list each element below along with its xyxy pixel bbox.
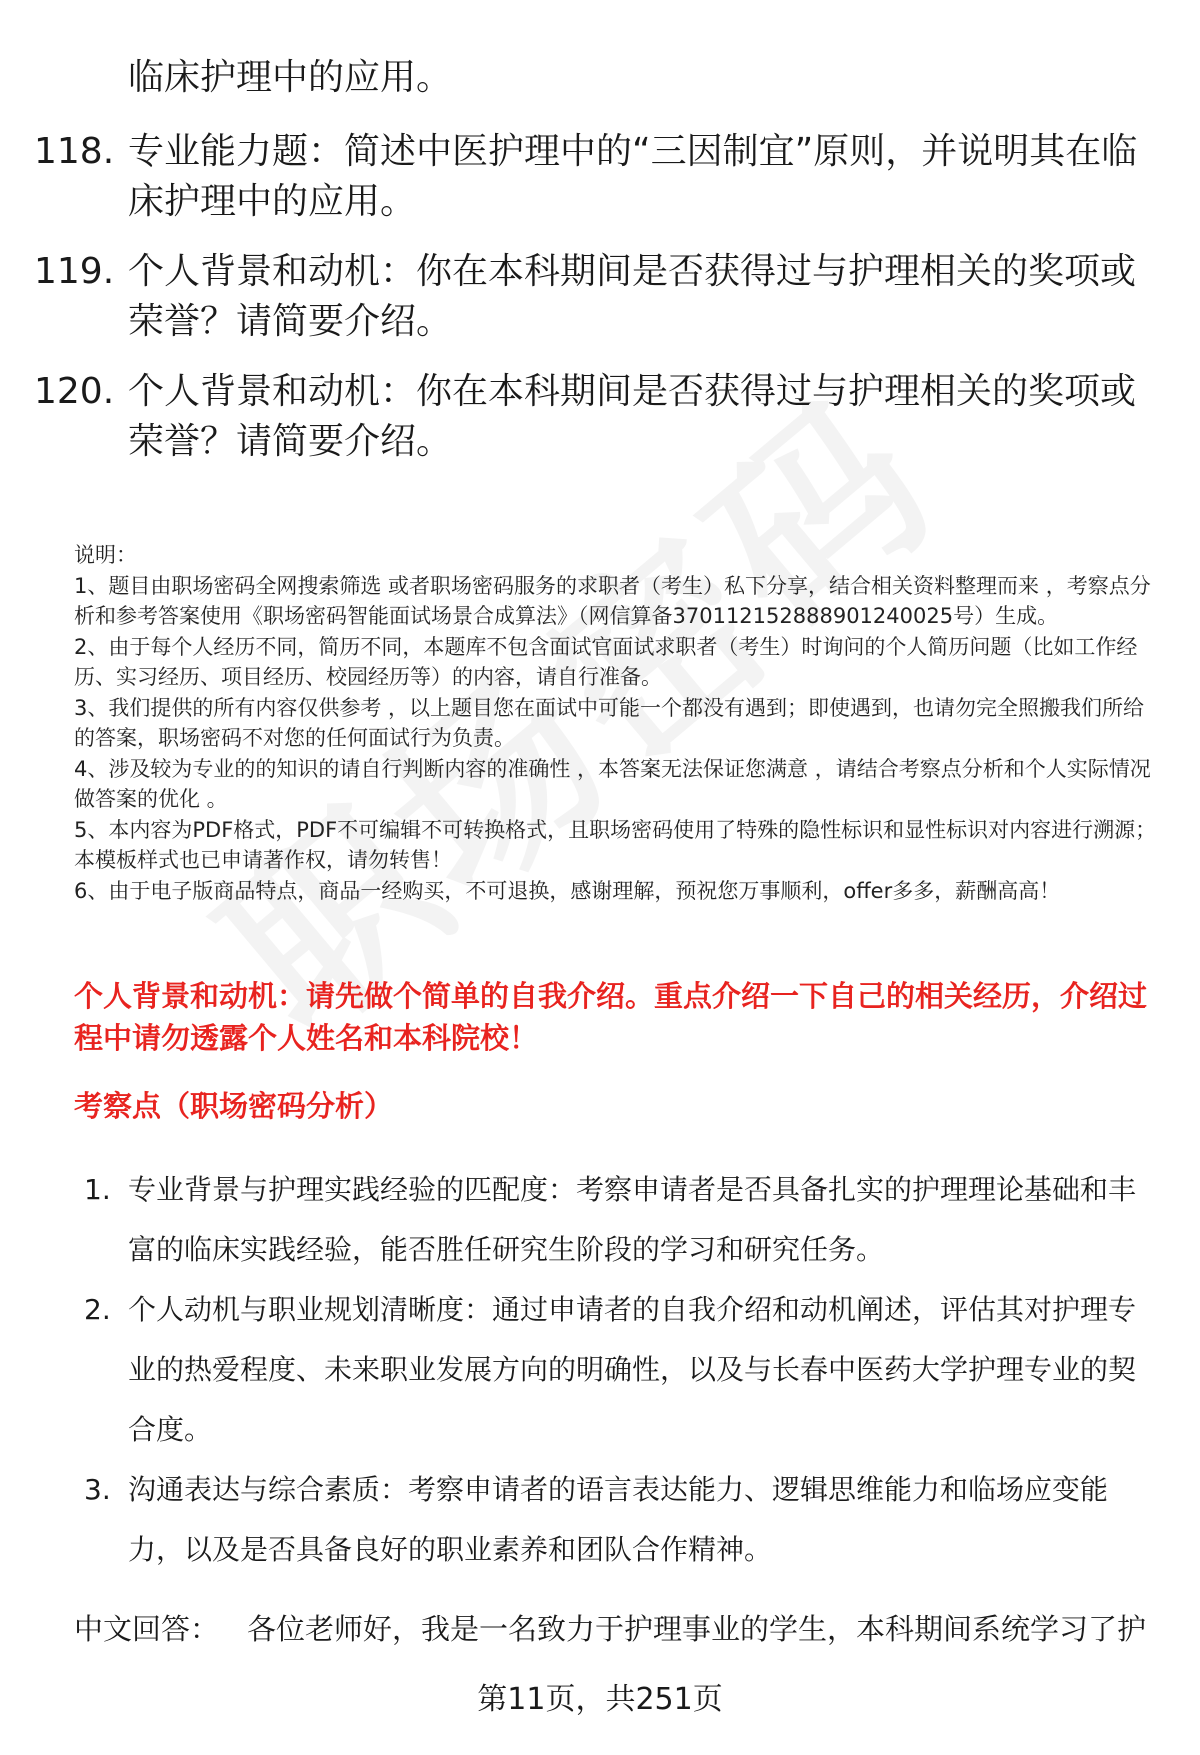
notes-heading: 说明： [74,543,137,567]
point-number: 3. [84,1473,111,1506]
note-item: 1、题目由职场密码全网搜索筛选 或者职场密码服务的求职者（考生）私下分享，结合相关资料整理而来 ，考察点分析和参考答案使用《职场密码智能面试场景合成算法》（网信算备370112152888901240025号）生成。 [74,573,1151,628]
point-text: 沟通表达与综合素质：考察申请者的语言表达能力、逻辑思维能力和临场应变能力，以及是否具备良好的职业素养和团队合作精神。 [128,1473,1109,1566]
question-text: 专业能力题：简述中医护理中的“三因制宜”原则，并说明其在临床护理中的应用。 [128,131,1138,222]
analysis-point [0,1460,1200,1580]
note-item: 6、由于电子版商品特点，商品一经购买，不可退换，感谢理解，预祝您万事顺利，offer多多，薪酬高高！ [74,878,1061,903]
answer-line [74,1608,1146,1650]
point-text: 个人动机与职业规划清晰度：通过申请者的自我介绍和动机阐述，评估其对护理专业的热爱程度、未来职业发展方向的明确性，以及与长春中医药大学护理专业的契合度。 [128,1293,1137,1446]
analysis-point [0,1280,1200,1460]
question-text: 临床护理中的应用。 [128,57,453,98]
page-footer: 第11页，共251页 [477,1682,723,1717]
question-number: 120. [34,371,115,412]
point-number: 2. [84,1293,111,1326]
note-item: 2、由于每个人经历不同，简历不同，本题库不包含面试官面试求职者（考生）时询问的个人简历问题（比如工作经历、实习经历、项目经历、校园经历等）的内容，请自行准备。 [74,634,1138,689]
answer-label: 中文回答： [74,1612,220,1646]
note-item: 4、涉及较为专业的的知识的请自行判断内容的准确性 ，本答案无法保证您满意 ，请结合考察点分析和个人实际情况做答案的优化 。 [74,756,1151,811]
note-item: 5、本内容为PDF格式，PDF不可编辑不可转换格式，且职场密码使用了特殊的隐性标识和显性标识对内容进行溯源；本模板样式也已申请著作权，请勿转售！ [74,817,1157,872]
note-item: 3、我们提供的所有内容仅供参考 ，以上题目您在面试中可能一个都没有遇到；即使遇到，也请勿完全照搬我们所给的答案，职场密码不对您的任何面试行为负责。 [74,695,1145,750]
question-number: 119. [34,251,115,292]
question-number: 118. [34,131,115,172]
answer-text: 各位老师好，我是一名致力于护理事业的学生，本科期间系统学习了护 [247,1612,1147,1646]
notes-section [74,540,1164,906]
highlighted-question: 个人背景和动机：请先做个简单的自我介绍。重点介绍一下自己的相关经历，介绍过程中请勿透露个人姓名和本科院校！ [74,979,1148,1055]
question-text: 个人背景和动机：你在本科期间是否获得过与护理相关的奖项或荣誉？请简要介绍。 [128,371,1137,462]
point-text: 专业背景与护理实践经验的匹配度：考察申请者是否具备扎实的护理理论基础和丰富的临床实践经验，能否胜任研究生阶段的学习和研究任务。 [128,1173,1137,1266]
analysis-points [0,1160,1200,1580]
analysis-point [0,1160,1200,1280]
question-text: 个人背景和动机：你在本科期间是否获得过与护理相关的奖项或荣誉？请简要介绍。 [128,251,1137,342]
analysis-heading: 考察点（职场密码分析） [74,1089,394,1123]
point-number: 1. [84,1173,111,1206]
